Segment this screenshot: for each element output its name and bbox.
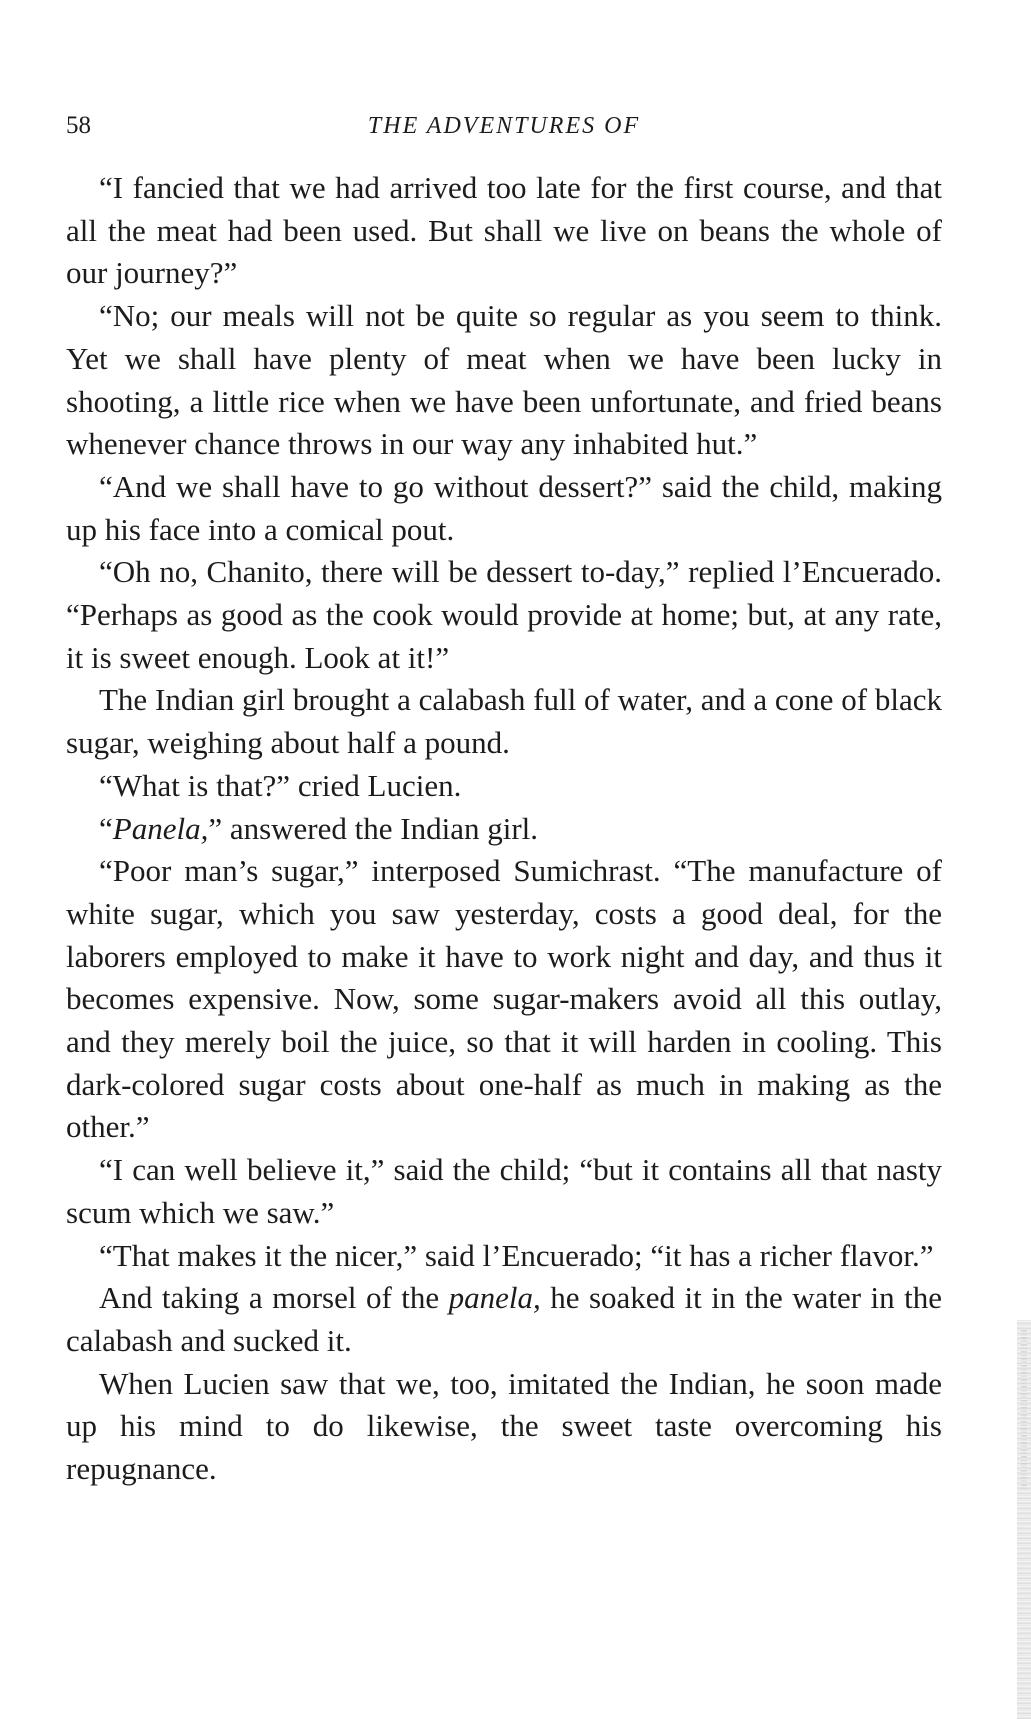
paragraph-7-open-quote: “: [99, 810, 113, 846]
paragraph-3: “And we shall have to go without dessert?” said the child, making up his face into a comical pout.: [66, 468, 942, 547]
paragraph-8: “Poor man’s sugar,” interposed Sumichrast. “The manufacture of white sugar, which you saw yesterday, costs a good deal, for the laborers employed to make it have to work night and day, and thus it becomes expensive. Now, some sugar-makers avoid all this outlay, and they merely boil the juice, so that it will harden in cooling. This dark-colored sugar costs about one-half as much in making as the other.”: [66, 853, 942, 1145]
paragraph-11: [66, 1277, 942, 1362]
paragraph-2: “No; our meals will not be quite so regular as you seem to think. Yet we shall have plenty of meat when we have been lucky in shooting, a little rice when we have been unfortunate, and fried beans whenever chance throws in our way any inhabited hut.”: [66, 298, 942, 462]
paragraph-9: “I can well believe it,” said the child; “but it contains all that nasty scum which we saw.”: [66, 1152, 942, 1230]
paragraph-12: When Lucien saw that we, too, imitated the Indian, he soon made up his mind to do likewise, the sweet taste overcoming his repugnance.: [66, 1365, 942, 1487]
panela-term: Panela,: [112, 810, 209, 846]
paragraph-5: The Indian girl brought a calabash full of water, and a cone of black sugar, weighing about half a pound.: [66, 682, 942, 761]
page-edge-shadow-inner: [1021, 1330, 1027, 1490]
paragraph-7-rest: ” answered the Indian girl.: [208, 810, 539, 846]
paragraph-6: “What is that?” cried Lucien.: [99, 767, 462, 803]
paragraph-4: “Oh no, Chanito, there will be dessert to-day,” replied l’Encuerado. “Perhaps as good as the cook would provide at home; but, at any rate, it is sweet enough. Look at it!”: [66, 554, 942, 675]
panela-term-2: panela,: [448, 1280, 541, 1316]
paragraph-11-rest: he soaked it in the water in the calabash and sucked it.: [66, 1280, 942, 1358]
running-title: THE ADVENTURES OF: [367, 113, 641, 139]
paragraph-7: [66, 808, 942, 851]
page-number: 58: [66, 112, 91, 139]
paragraph-11-start: And taking a morsel of the: [99, 1280, 449, 1316]
body-text: [66, 167, 942, 1491]
paragraph-10: “That makes it the nicer,” said l’Encuerado; “it has a richer flavor.”: [99, 1237, 934, 1273]
running-head: [66, 108, 942, 144]
paragraph-1: “I fancied that we had arrived too late for the first course, and that all the meat had been used. But shall we live on beans the whole of our journey?”: [66, 170, 942, 291]
